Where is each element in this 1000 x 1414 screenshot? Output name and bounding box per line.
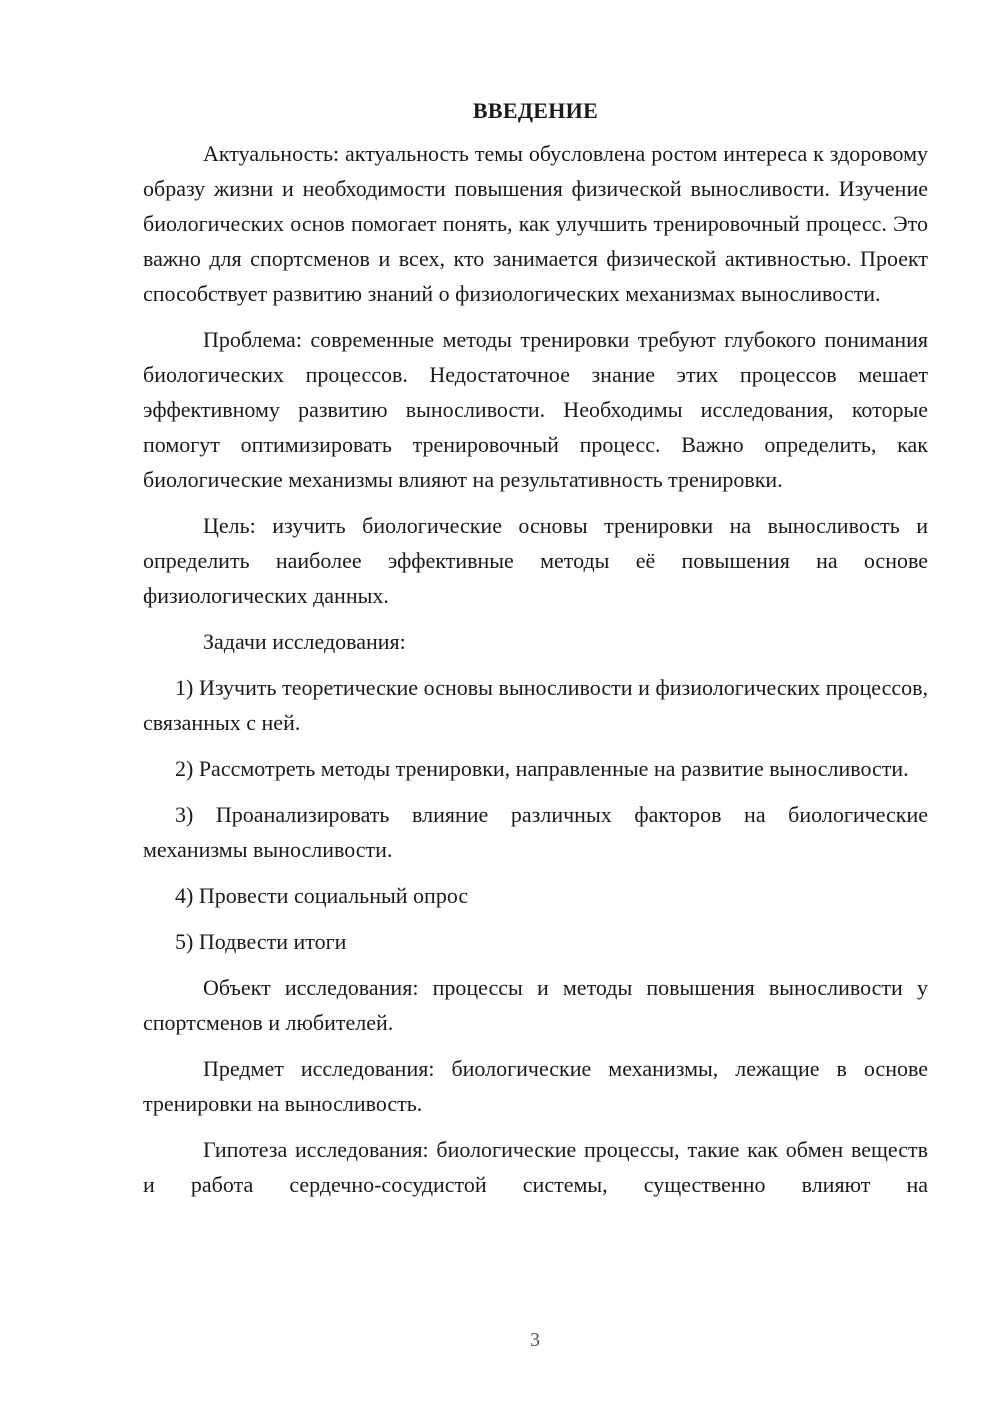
page-number: 3: [530, 1329, 540, 1351]
section-heading: ВВЕДЕНИЕ: [472, 98, 599, 123]
object-paragraph: Объект исследования: процессы и методы повышения выносливости у спортсменов и любителей.: [143, 975, 928, 1035]
tasks-title: Задачи исследования:: [203, 629, 406, 654]
task-item: 4) Провести социальный опрос: [175, 883, 469, 908]
task-item: 5) Подвести итоги: [175, 929, 347, 954]
hypothesis-paragraph: Гипотеза исследования: биологические процессы, такие как обмен веществ и работа сердечно-сосудистой системы, существенно влияют на: [143, 1137, 928, 1197]
task-item: 3) Проанализировать влияние различных факторов на биологические механизмы выносливости.: [143, 802, 928, 862]
relevance-paragraph: Актуальность: актуальность темы обусловлена ростом интереса к здоровому образу жизни и необходимости повышения физической выносливости. Изучение биологических основ помогает понять, как улучшить тренировочный процесс. Это важно для спортсменов и всех, кто занимается физической активностью. Проект способствует развитию знаний о физиологических механизмах выносливости.: [143, 141, 928, 306]
subject-paragraph: Предмет исследования: биологические механизмы, лежащие в основе тренировки на выносливость.: [143, 1056, 928, 1116]
problem-paragraph: Проблема: современные методы тренировки требуют глубокого понимания биологических процессов. Недостаточное знание этих процессов мешает эффективному развитию выносливости. Необходимы исследования, которые помогут оптимизировать тренировочный процесс. Важно определить, как биологические механизмы влияют на результативность тренировки.: [143, 327, 928, 492]
goal-paragraph: Цель: изучить биологические основы тренировки на выносливость и определить наиболее эффективные методы её повышения на основе физиологических данных.: [143, 513, 928, 608]
task-item: 2) Рассмотреть методы тренировки, направленные на развитие выносливости.: [175, 756, 909, 781]
task-item: 1) Изучить теоретические основы выносливости и физиологических процессов, связанных с ней.: [143, 675, 928, 735]
document-page: [143, 96, 928, 1213]
